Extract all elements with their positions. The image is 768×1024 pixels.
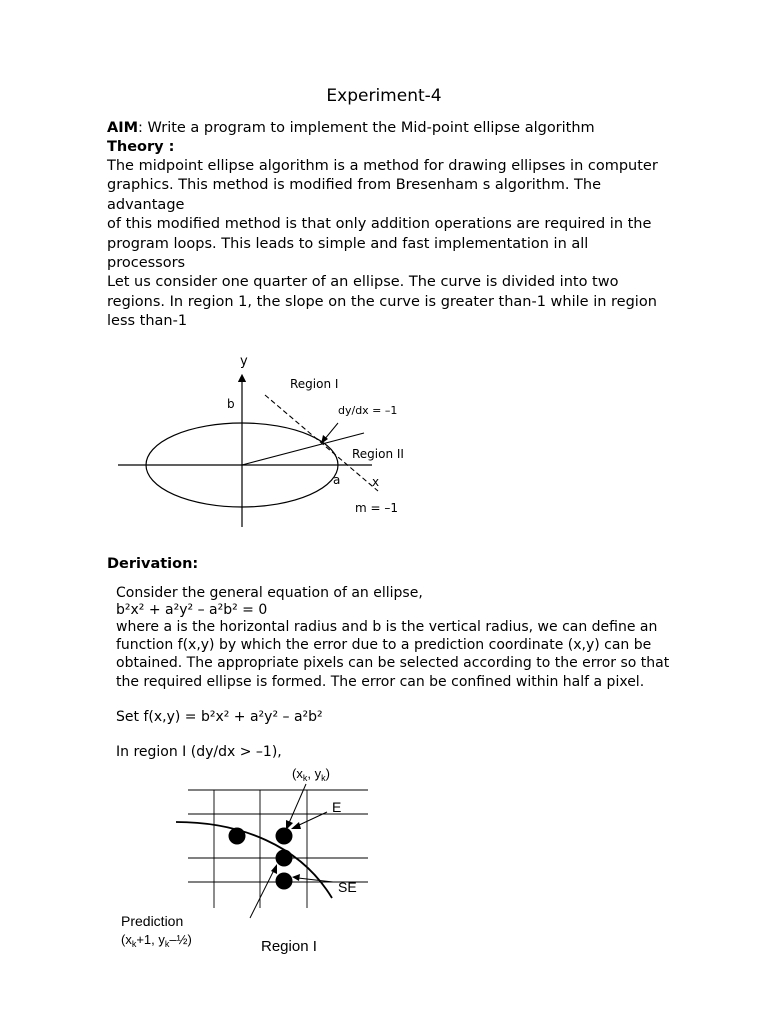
theory-line: Let us consider one quarter of an ellipse. The curve is divided into two — [107, 274, 619, 291]
theory-heading: Theory : — [107, 139, 175, 155]
derivation-line: where a is the horizontal radius and b is the vertical radius, we can define an — [116, 619, 658, 635]
aim-text: : Write a program to implement the Mid-point ellipse algorithm — [138, 120, 595, 136]
theory-paragraph — [107, 157, 658, 332]
theory-line: of this modified method is that only addition operations are required in the — [107, 216, 652, 233]
se-label: SE — [338, 879, 357, 895]
theory-line: advantage — [107, 196, 185, 213]
theory-line: less than-1 — [107, 313, 188, 330]
theory-line: The midpoint ellipse algorithm is a method for drawing ellipses in computer — [107, 158, 658, 174]
y-axis-label: y — [240, 354, 248, 369]
e-label: E — [332, 799, 342, 815]
previous-pixel-dot — [229, 828, 246, 845]
e-pixel-dot — [276, 828, 293, 845]
prediction-pointer-head — [271, 864, 277, 874]
prediction-pointer — [250, 870, 274, 918]
ellipse-equation: b²x² + a²y² – a²b² = 0 — [116, 602, 268, 618]
derivation-line: function f(x,y) by which the error due to a prediction coordinate (x,y) can be — [116, 637, 652, 654]
region2-label: Region II — [352, 447, 404, 461]
region-i-label: Region I — [261, 938, 317, 955]
se-pointer-head — [292, 874, 300, 881]
region-condition: In region I (dy/dx > –1), — [116, 744, 282, 760]
prediction-label: Prediction — [121, 913, 184, 929]
point-coord-label: ($x_k$, $y_k$) — [292, 766, 330, 783]
theory-line: regions. In region 1, the slope on the curve is greater than-1 while in region — [107, 293, 657, 310]
ellipse-arc — [176, 822, 332, 898]
b-label: b — [227, 397, 235, 411]
page-title: Experiment-4 — [326, 86, 442, 106]
aim-label: AIM — [107, 120, 139, 136]
aim-line — [107, 119, 595, 138]
set-f-equation: Set f(x,y) = b²x² + a²y² – a²b² — [116, 709, 323, 725]
midpoint-dot — [276, 850, 293, 867]
se-pixel-dot — [276, 873, 293, 890]
theory-line: program loops. This leads to simple and fast implementation in all — [107, 235, 589, 252]
a-label: a — [333, 473, 341, 487]
derivation-line: the required ellipse is formed. The error can be confined within half a pixel. — [116, 673, 645, 690]
x-axis-label: x — [372, 475, 380, 489]
boundary-radius-line — [242, 433, 364, 465]
slope-pointer — [324, 423, 338, 440]
se-pointer — [298, 878, 333, 882]
prediction-coord-label: ($x_k+1$, $y_k-\frac{1}{2}$) — [121, 932, 192, 949]
derivation-heading: Derivation: — [107, 556, 199, 572]
theory-line: graphics. This method is modified from Bresenham s algorithm. The — [107, 177, 602, 194]
m-label: m = –1 — [355, 501, 399, 515]
theory-line: processors — [107, 255, 186, 272]
ellipse-regions-figure — [100, 345, 440, 540]
midpoint-prediction-figure — [110, 760, 430, 960]
slope-label: dy/dx = –1 — [338, 404, 398, 417]
region1-label: Region I — [290, 377, 339, 391]
derivation-line: obtained. The appropriate pixels can be selected according to the error so that — [116, 655, 670, 672]
derivation-intro: Consider the general equation of an ellipse, — [116, 585, 423, 601]
derivation-paragraph — [116, 618, 669, 691]
